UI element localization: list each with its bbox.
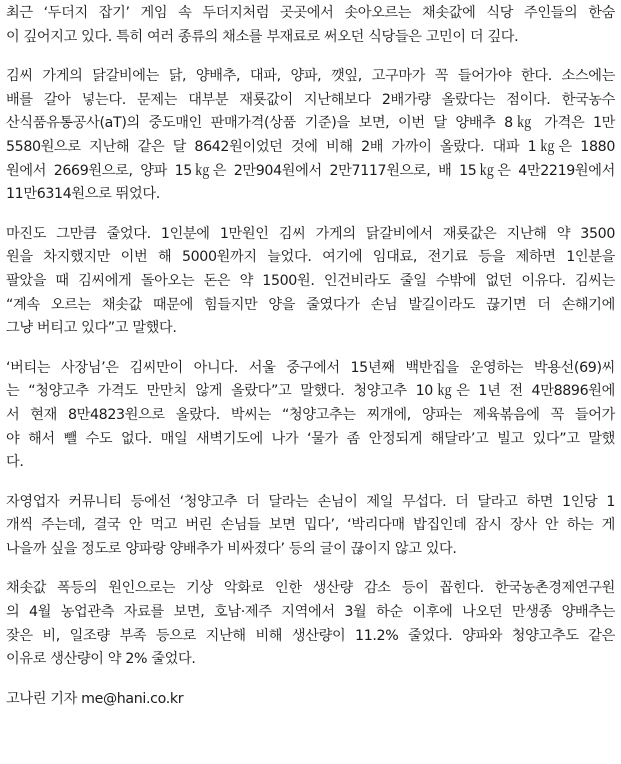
text-line: 잦은 비, 일조량 부족 등으로 지난해 비해 생산량이 11.2% 줄었다. 양파와 청양고추도 같은 [6,627,615,644]
text-line: 이유로 생산량이 약 2% 줄었다. [6,651,196,668]
text-line: 이 깊어지고 있다. 특히 여러 종류의 채소를 부재료로 써오던 식당들은 고민이 더 깊다. [6,28,519,45]
text-line: 마진도 그만큼 줄었다. 1인분에 1만원인 김씨 가게의 닭갈비에서 재룟값은 지난해 약 3500 [6,225,615,242]
text-line: 산식품유통공사(aT)의 중도매인 판매가격(상품 기준)을 보면, 이번 달 양배추 8㎏ 가격은 1만 [6,115,615,132]
paragraph-cause [6,577,615,671]
text-line: 11만6314원으로 뛰었다. [6,186,160,203]
text-line: 의 4월 농업관측 자료를 보면, 호남·제주 지역에서 3월 하순 이후에 나오던 만생종 양배추는 [6,604,615,621]
byline [6,688,615,712]
text-line: 팔았을 때 김씨에게 돌아오는 돈은 약 1500원. 인건비라도 줄일 수밖에 없던 이유다. 김씨는 [6,272,615,289]
text-line: 원에서 2669원으로, 양파 15㎏은 2만904원에서 2만7117원으로, 배 15㎏은 4만2219원에서 [6,162,615,179]
text-line: 원을 차지했지만 이번 해 5000원까지 늘었다. 여기에 임대료, 전기료 등을 제하면 1인분을 [6,249,615,266]
text-line: ‘버티는 사장님’은 김씨만이 아니다. 서울 중구에서 15년째 백반집을 운영하는 박용선(69)씨 [6,359,615,376]
text-line: 나을까 싶을 정도로 양파랑 양배추가 비싸졌다’ 등의 글이 끊이지 않고 있다. [6,540,457,557]
text-line: 김씨 가게의 닭갈비에는 닭, 양배추, 대파, 양파, 깻잎, 고구마가 꼭 들어가야 한다. 소스에는 [6,68,615,85]
text-line: 최근 ‘두더지 잡기’ 게임 속 두더지처럼 곳곳에서 솟아오르는 채솟값에 식당 주인들의 한숨 [6,5,615,21]
paragraph-community [6,491,615,562]
paragraph-enduring-owners [6,357,615,475]
text-line: 개씩 주는데, 결국 안 먹고 버린 손님들 보면 밉다’, ‘박리다매 밥집인데 잠시 장사 안 하는 게 [6,517,615,534]
paragraph-intro [6,2,615,49]
text-line: 배를 갈아 넣는다. 문제는 대부분 재룟값이 지난해보다 2배가량 올랐다는 점이다. 한국농수 [6,91,615,108]
text-line: 채솟값 폭등의 원인으로는 기상 악화로 인한 생산량 감소 등이 꼽힌다. 한국농촌경제연구원 [6,580,615,597]
paragraph-dakgalbi-ingredients [6,65,615,207]
text-line: 야 해서 뺄 수도 없다. 매일 새벽기도에 나가 ‘물가 좀 안정되게 해달라’고 빌고 있다”고 말했 [6,430,615,447]
text-line: 자영업자 커뮤니티 등에선 ‘청양고추 더 달라는 손님이 제일 무섭다. 더 달라고 하면 1인당 1 [6,493,615,510]
byline-text: 고나린 기자 me@hani.co.kr [6,690,184,707]
paragraph-margin [6,223,615,341]
text-line: 는 “청양고추 가격도 만만치 않게 올랐다”고 말했다. 청양고추 10㎏은 1년 전 4만8896원에 [6,383,615,400]
text-line: 서 현재 8만4823원으로 올랐다. 박씨는 “청양고추는 찌개에, 양파는 제육볶음에 꼭 들어가 [6,406,615,423]
text-line: 다. [6,454,24,471]
text-line: “계속 오르는 채솟값 때문에 힘들지만 양을 줄였다가 손님 발길이라도 끊기면 더 손해기에 [6,296,615,313]
text-line: 5580원으로 지난해 같은 달 8642원이었던 것에 비해 2배 가까이 올랐다. 대파 1㎏은 1880 [6,138,615,155]
text-line: 그냥 버티고 있다”고 말했다. [6,320,177,337]
